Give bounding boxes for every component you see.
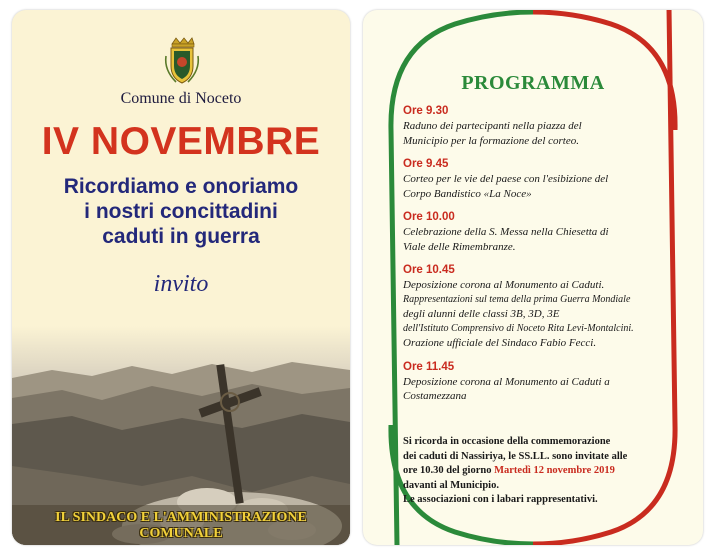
subtitle-line: caduti in guerra: [102, 225, 260, 248]
nassiriya-note: [403, 435, 659, 508]
event-title: IV NOVEMBRE: [41, 120, 321, 163]
program-item: [403, 360, 659, 404]
program-time: Ore 9.45: [403, 158, 449, 170]
program-line: degli alunni delle classi 3B, 3D, 3E: [403, 308, 560, 320]
program-line: Celebrazione della S. Messa nella Chiesetta di: [403, 226, 609, 238]
subtitle-line: i nostri concittadini: [84, 200, 278, 223]
invite-label: invito: [153, 271, 209, 297]
program-line: Corteo per le vie del paese con l'esibizione del: [403, 173, 609, 185]
note-line: dei caduti di Nassiriya, le SS.LL. sono invitate alle: [403, 450, 628, 462]
program-time: Ore 9.30: [403, 105, 449, 117]
program-line: Municipio per la formazione del corteo.: [403, 134, 579, 147]
program-time: Ore 10.00: [403, 211, 455, 223]
program-item: [403, 210, 659, 254]
subtitle-line: Ricordiamo e onoriamo: [63, 175, 299, 198]
program-item: [403, 104, 659, 148]
event-subtitle: [12, 174, 350, 249]
program-line: Costamezzana: [403, 390, 467, 402]
program-list: [403, 104, 659, 413]
program-line: Deposizione corona al Monumento ai Caduti.: [403, 279, 605, 291]
note-line: davanti al Municipio.: [403, 479, 499, 491]
program-item: [403, 157, 659, 201]
municipality-name: Comune di Noceto: [120, 90, 242, 107]
note-time: ore 10.30 del giorno: [403, 465, 495, 476]
program-line: Corpo Bandistico «La Noce»: [403, 187, 532, 200]
program-item: [403, 263, 659, 351]
program-line: Orazione ufficiale del Sindaco Fabio Fecci.: [403, 337, 597, 349]
note-line: Si ricorda in occasione della commemorazione: [403, 436, 611, 447]
note-line: [403, 464, 659, 479]
note-line: Le associazioni con i labari rappresentativi.: [403, 494, 598, 505]
municipal-crest-icon: [162, 36, 202, 86]
program-card: [363, 10, 703, 545]
program-line: Viale delle Rimembranze.: [403, 240, 516, 253]
program-line: dell'Istituto Comprensivo di Noceto Rita Levi-Montalcini.: [403, 322, 634, 334]
invitation-cover: [12, 10, 350, 545]
program-time: Ore 11.45: [403, 360, 455, 373]
program-time: Ore 10.45: [403, 264, 455, 276]
program-heading: PROGRAMMA: [461, 72, 605, 94]
program-line: Deposizione corona al Monumento ai Caduti a: [403, 375, 610, 388]
note-date: Martedì 12 novembre 2019: [494, 465, 615, 476]
program-line: Raduno dei partecipanti nella piazza del: [403, 120, 582, 132]
footer-signature: IL SINDACO E L'AMMINISTRAZIONE COMUNALE: [55, 510, 307, 541]
program-line: Rappresentazioni sul tema della prima Guerra Mondiale: [403, 293, 631, 305]
